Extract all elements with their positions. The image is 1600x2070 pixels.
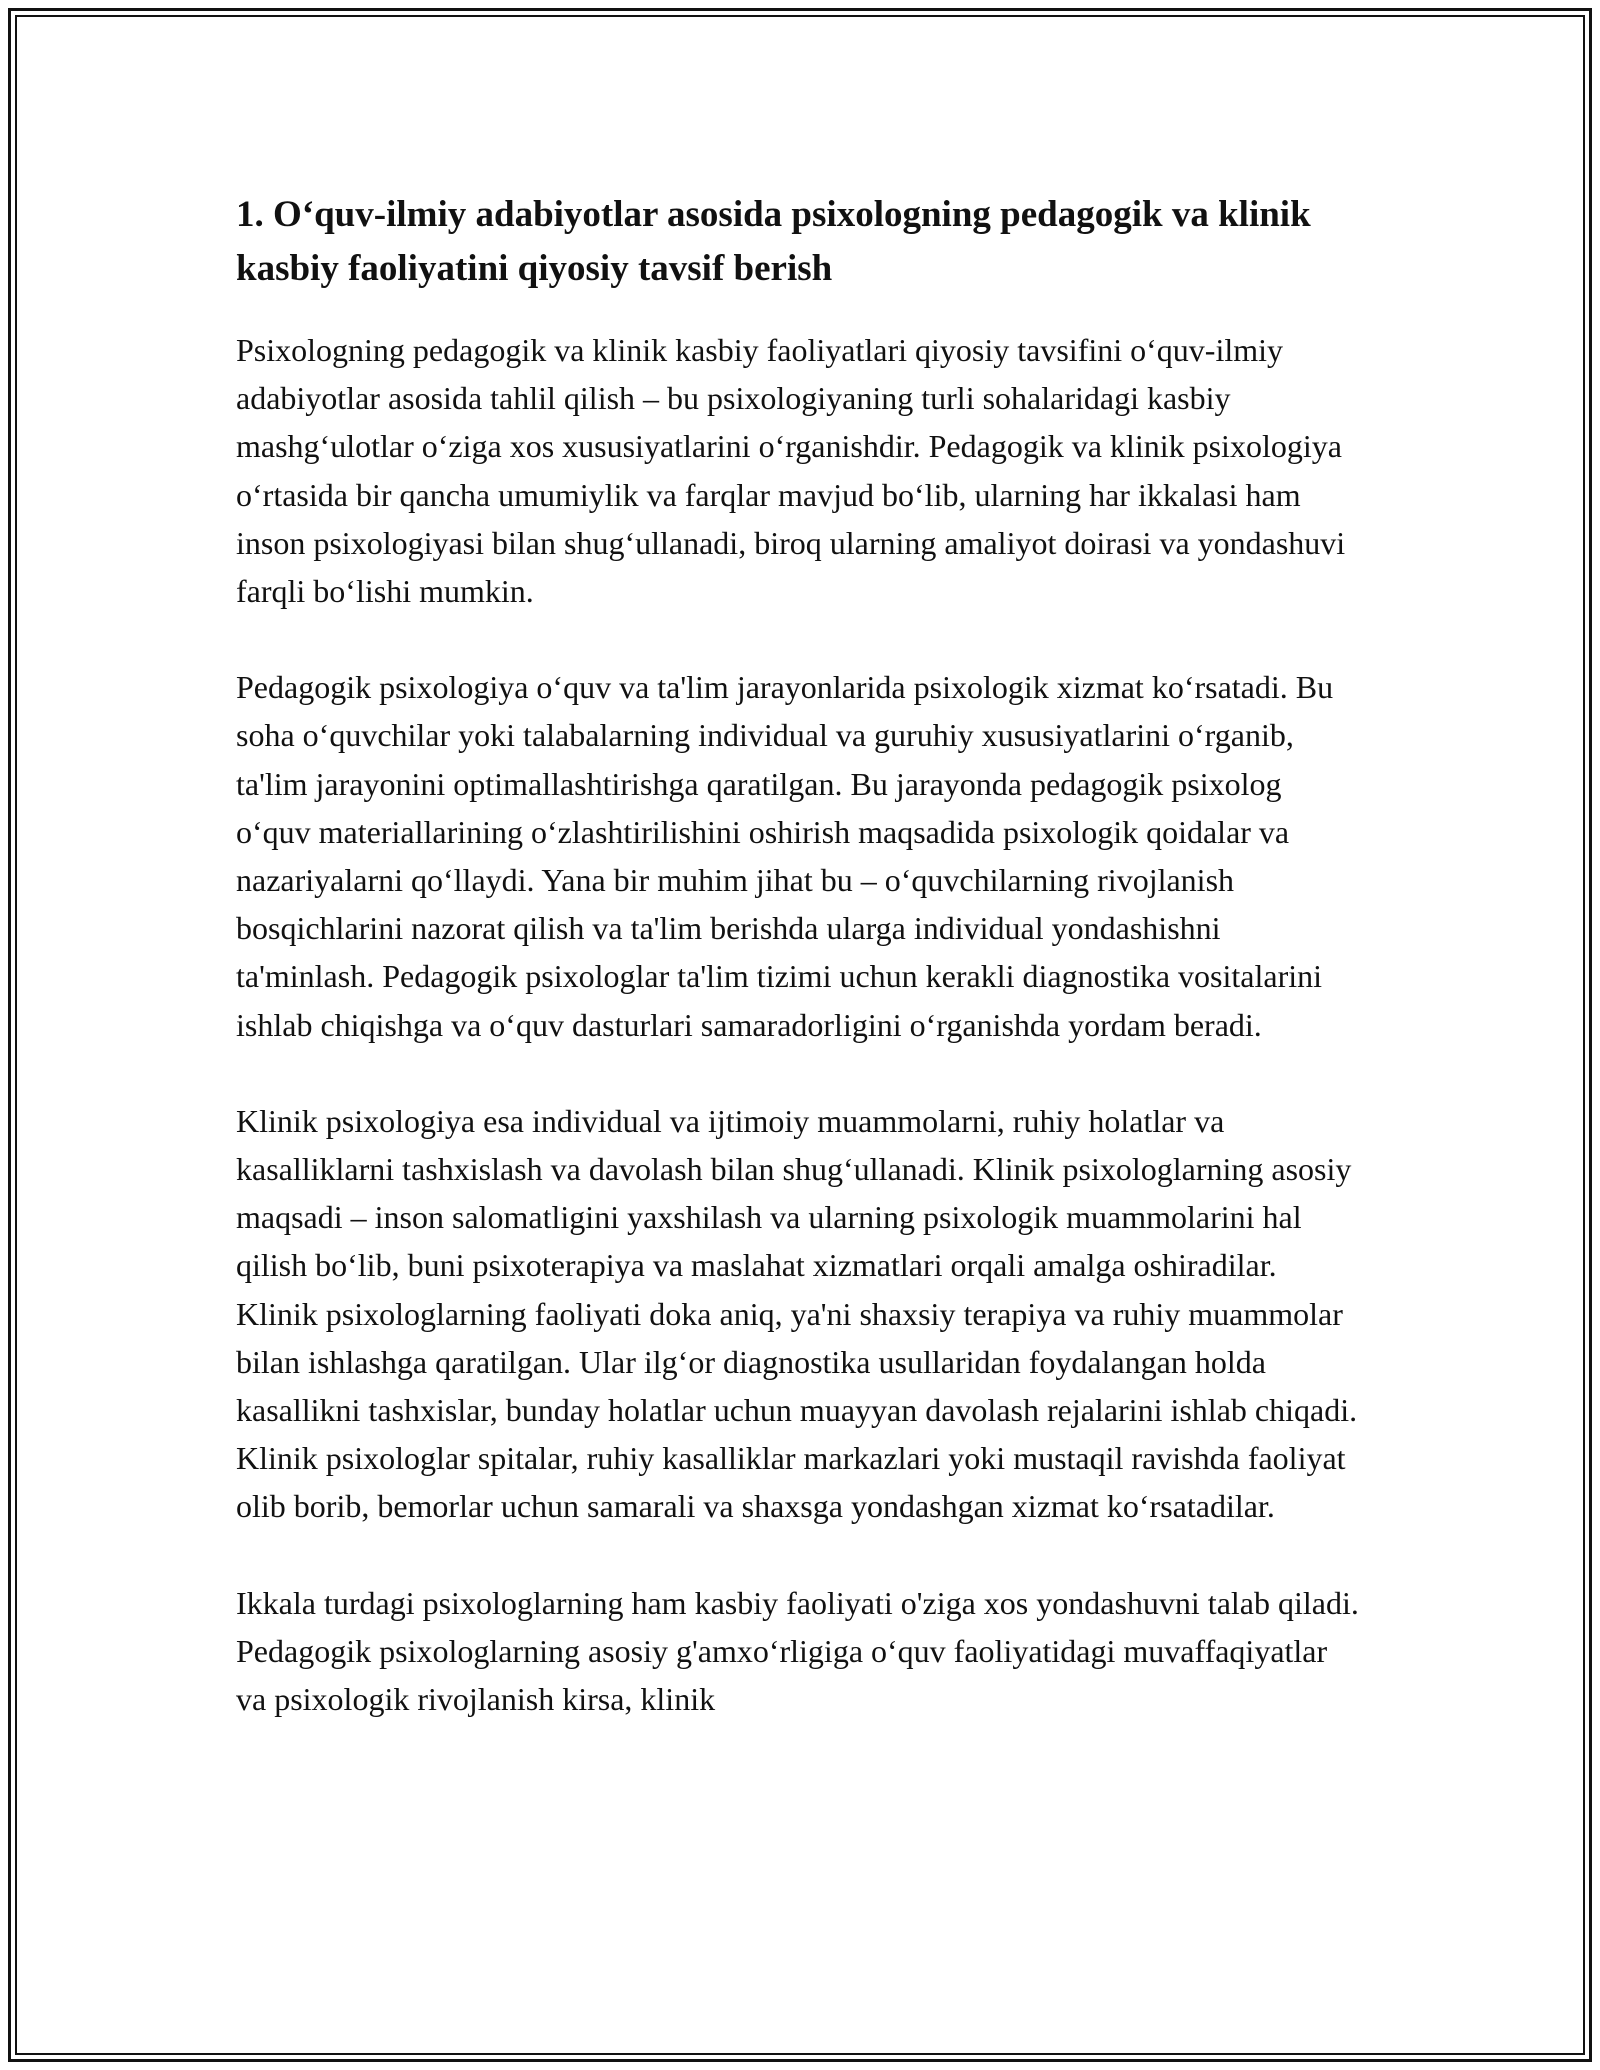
paragraph-clinical-psychology: Klinik psixologiya esa individual va ijtimoiy muammolarni, ruhiy holatlar va kasalliklarni tashxislash va davolash bilan shugʻullanadi. Klinik psixologlarning asosiy maqsadi – inson salomatligini yaxshilash va ularning psixologik muammolarini hal qilish boʻlib, buni psixoterapiya va maslahat xizmatlari orqali amalga oshiradilar. Klinik psixologlarning faoliyati doka aniq, ya'ni shaxsiy terapiya va ruhiy muammolar bilan ishlashga qaratilgan. Ular ilgʻor diagnostika usullaridan foydalangan holda kasallikni tashxislar, bunday holatlar uchun muayyan davolash rejalarini ishlab chiqadi. Klinik psixologlar spitalar, ruhiy kasalliklar markazlari yoki mustaqil ravishda faoliyat olib borib, bemorlar uchun samarali va shaxsga yondashgan xizmat koʻrsatadilar.: [236, 1102, 1358, 1525]
paragraph-pedagogical-psychology: Pedagogik psixologiya oʻquv va ta'lim jarayonlarida psixologik xizmat koʻrsatadi. Bu soha oʻquvchilar yoki talabalarning individual va guruhiy xususiyatlarini oʻrganib, ta'lim jarayonini optimallashtirishga qaratilgan. Bu jarayonda pedagogik psixolog oʻquv materiallarining oʻzlashtirilishini oshirish maqsadida psixologik qoidalar va nazariyalarni qoʻllaydi. Yana bir muhim jihat bu – oʻquvchilarning rivojlanish bosqichlarini nazorat qilish va ta'lim berishda ularga individual yondashishni ta'minlash. Pedagogik psixologlar ta'lim tizimi uchun kerakli diagnostika vositalarini ishlab chiqishga va oʻquv dasturlari samaradorligini oʻrganishda yordam beradi.: [236, 669, 1334, 1043]
section-heading: 1. Oʻquv-ilmiy adabiyotlar asosida psixologning pedagogik va klinik kasbiy faoliyatini qiyosiy tavsif berish: [236, 194, 1311, 289]
paragraph-comparison: Ikkala turdagi psixologlarning ham kasbiy faoliyati o'ziga xos yondashuvni talab qiladi. Pedagogik psixologlarning asosiy g'amxoʻrligiga oʻquv faoliyatidagi muvaffaqiyatlar va psixologik rivojlanish kirsa, klinik: [236, 1584, 1359, 1718]
document-body: [236, 188, 1364, 1723]
paragraph-intro: Psixologning pedagogik va klinik kasbiy faoliyatlari qiyosiy tavsifini oʻquv-ilmiy adabiyotlar asosida tahlil qilish – bu psixologiyaning turli sohalaridagi kasbiy mashgʻulotlar oʻziga xos xususiyatlarini oʻrganishdir. Pedagogik va klinik psixologiya oʻrtasida bir qancha umumiylik va farqlar mavjud boʻlib, ularning har ikkalasi ham inson psixologiyasi bilan shugʻullanadi, biroq ularning amaliyot doirasi va yondashuvi farqli boʻlishi mumkin.: [236, 332, 1346, 610]
